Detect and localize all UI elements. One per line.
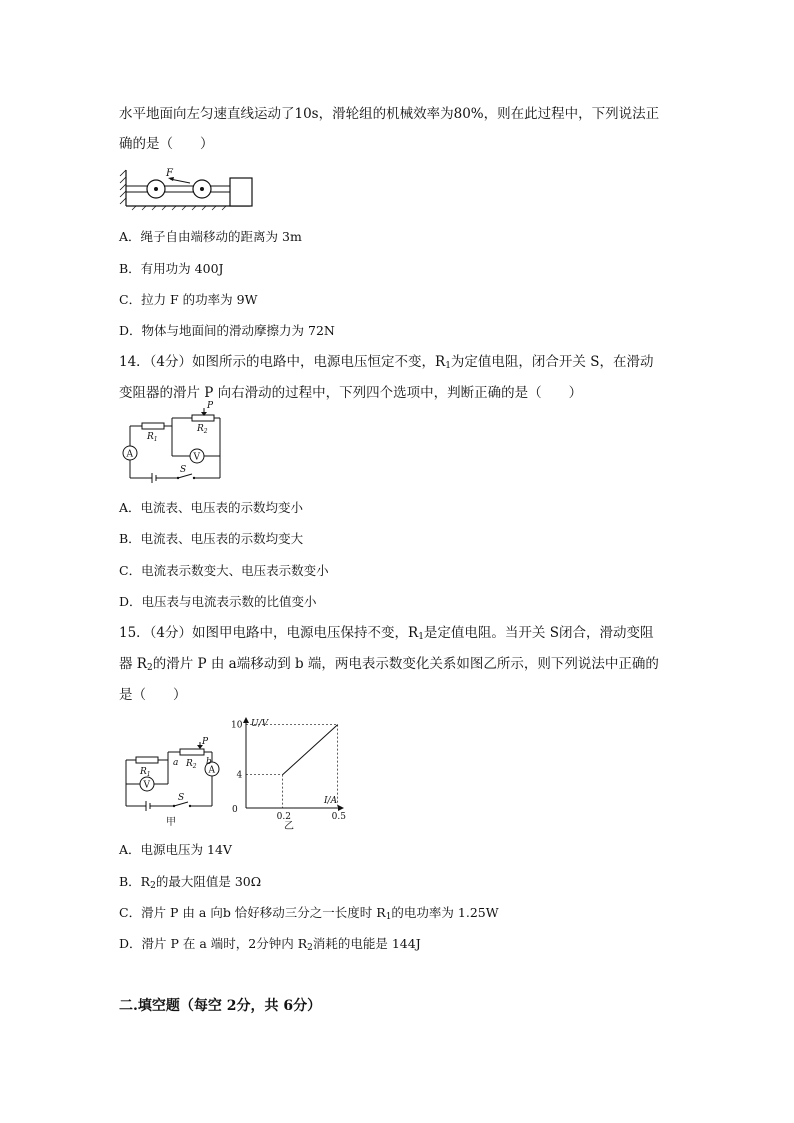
q15-ammeter-label: A	[208, 765, 215, 776]
y-tick-label: 4	[236, 770, 243, 781]
x-tick-label: 0.5	[331, 812, 346, 822]
q15-p-label: P	[202, 737, 209, 747]
x-tick-label: 0.2	[276, 812, 291, 822]
q13-option-d: D．物体与地面间的滑动摩擦力为 72N	[119, 323, 335, 338]
q14-option-a: A．电流表、电压表的示数均变小	[119, 500, 304, 515]
q15-stem-line3: 是（ ）	[119, 687, 187, 703]
q15-voltmeter-label: V	[143, 780, 150, 791]
y-axis-label: U/V	[251, 719, 269, 729]
q13-option-c: C．拉力 F 的功率为 9W	[119, 292, 258, 307]
section2-heading: 二.填空题（每空 2分，共 6分）	[119, 998, 322, 1014]
q13-option-b: B．有用功为 400J	[119, 261, 224, 276]
q14-p-label: P	[207, 401, 214, 411]
q15-option-d: D．滑片 P 在 a 端时，2分钟内 $R_2$消耗的电能是 144J	[119, 936, 421, 953]
q15-r2-label: $R_2$	[186, 759, 197, 770]
q15-option-a: A．电源电压为 14V	[119, 842, 232, 857]
q15-option-b: B．$R_2$的最大阻值是 30Ω	[119, 874, 262, 891]
x-axis-arrow	[338, 805, 344, 811]
q13-option-a: A．绳子自由端移动的距离为 3m	[119, 229, 302, 244]
y-axis-arrow	[243, 717, 249, 723]
q14-circuit-figure	[120, 401, 230, 484]
q14-stem-line1: 14．（4分）如图所示的电路中，电源电压恒定不变，$R_1$为定值电阻，闭合开关 S，在滑动	[119, 354, 654, 371]
q15-a-label: a	[173, 758, 179, 768]
q14-ammeter-label: A	[126, 449, 133, 460]
q14-option-c: C．电流表示数变大、电压表示数变小	[119, 563, 329, 578]
q15-ui-chart	[226, 712, 356, 832]
q15-option-c: C．滑片 P 由 a 向b 恰好移动三分之一长度时 $R_1$的电功率为 1.25W	[119, 905, 499, 922]
q13-stem-line1: 水平地面向左匀速直线运动了10s，滑轮组的机械效率为80%，则在此过程中，下列说法正	[119, 106, 660, 122]
q13-force-label: F	[166, 168, 173, 179]
q14-stem-line2: 变阻器的滑片 P 向右滑动的过程中，下列四个选项中，判断正确的是（ ）	[119, 385, 583, 401]
q14-r1-label: $R_1$	[147, 432, 158, 443]
q15-stem-line1: 15．（4分）如图甲电路中，电源电压保持不变，$R_1$是定值电阻。当开关 S闭合，滑动变阻	[119, 625, 654, 642]
q14-voltmeter-label: V	[193, 452, 200, 463]
y-tick-label: 10	[231, 720, 243, 731]
q14-option-d: D．电压表与电流表示数的比值变小	[119, 594, 317, 609]
q15-circuit-figure	[120, 737, 228, 830]
x-axis-label: I/A	[324, 796, 338, 806]
origin-label: 0	[232, 805, 238, 815]
series-line-U-I	[283, 725, 338, 775]
q14-s-label: S	[180, 465, 187, 475]
q14-r2-label: $R_2$	[197, 424, 208, 435]
q15-r1-label: $R_1$	[140, 767, 151, 778]
q15-s-label: S	[178, 793, 185, 803]
q13-pulley-figure	[118, 166, 258, 214]
q15-circuit-caption: 甲	[166, 817, 176, 828]
q13-stem-line2: 确的是（ ）	[119, 136, 214, 152]
q15-stem-line2: 器 $R_2$的滑片 P 由 a端移动到 b 端，两电表示数变化关系如图乙所示，则下列说法中正确的	[119, 656, 659, 673]
chart-caption: 乙	[284, 821, 294, 832]
q14-option-b: B．电流表、电压表的示数均变大	[119, 531, 304, 546]
q15-b-label: b	[206, 757, 212, 767]
